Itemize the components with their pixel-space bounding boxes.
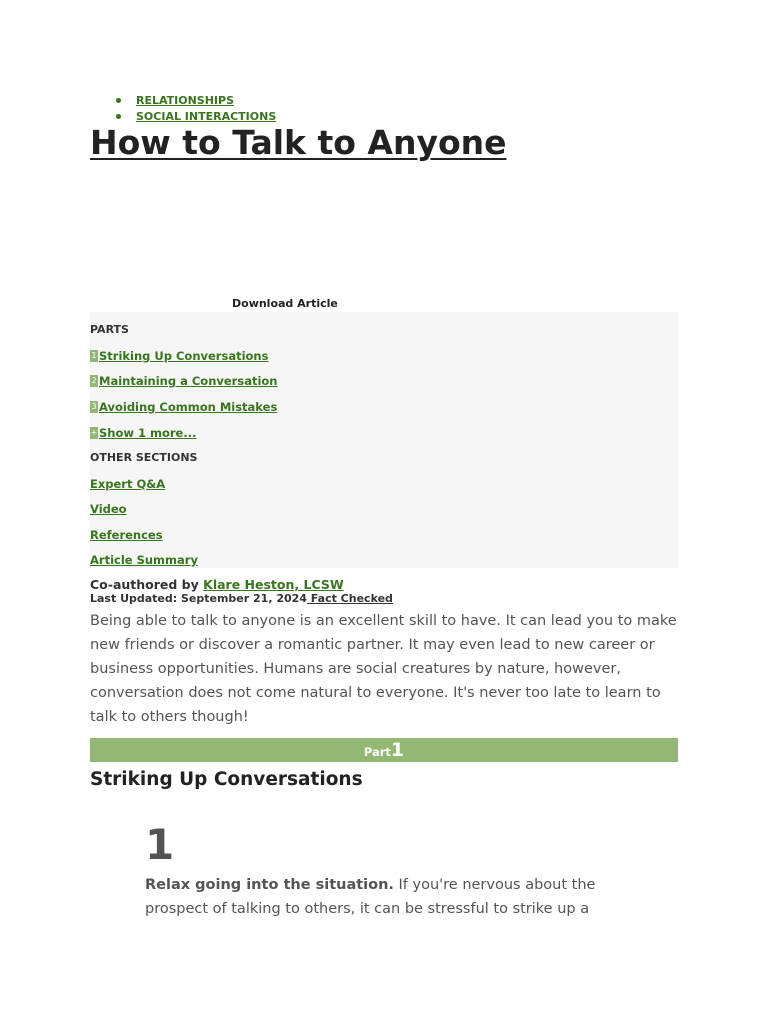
- step-bold-summary: Relax going into the situation.: [145, 877, 394, 893]
- toc-link-video[interactable]: Video: [90, 502, 127, 516]
- toc-parts-heading: PARTS: [90, 323, 129, 336]
- coauthor-prefix: Co-authored by: [90, 577, 199, 592]
- coauthor-line: [90, 577, 344, 592]
- step-text: [145, 873, 645, 921]
- last-updated-text: Last Updated: September 21, 2024: [90, 592, 307, 605]
- author-link[interactable]: Klare Heston, LCSW: [203, 577, 344, 592]
- toc-other-item[interactable]: [90, 476, 165, 492]
- toc-other-item[interactable]: [90, 501, 127, 517]
- part-number-badge: 1: [91, 351, 97, 360]
- show-more-link[interactable]: Show 1 more...: [99, 426, 197, 440]
- part-label: Part: [363, 745, 391, 759]
- toc-link[interactable]: Avoiding Common Mistakes: [99, 400, 278, 414]
- article-title[interactable]: How to Talk to Anyone: [90, 123, 507, 162]
- part-number: 1: [390, 739, 405, 761]
- toc-part-2[interactable]: [90, 373, 277, 389]
- step-number: 1: [145, 820, 175, 869]
- breadcrumb-item: [116, 93, 276, 109]
- part-number-badge: 3: [91, 402, 97, 411]
- toc-other-item[interactable]: [90, 552, 198, 568]
- table-of-contents: [90, 312, 678, 568]
- toc-link[interactable]: Maintaining a Conversation: [99, 374, 278, 388]
- toc-other-heading: OTHER SECTIONS: [90, 451, 198, 464]
- toc-part-1[interactable]: [90, 348, 268, 364]
- download-article-button[interactable]: Download Article: [232, 297, 338, 310]
- toc-link-article-summary[interactable]: Article Summary: [90, 553, 198, 567]
- article-intro: Being able to talk to anyone is an excellent skill to have. It can lead you to make new friends or discover a romantic partner. It may even lead to new career or business opportunities. Humans are social creatures by nature, however, conversation does not come natural to everyone. It's never too late to learn to talk to others though!: [90, 613, 677, 725]
- breadcrumb-link-relationships[interactable]: RELATIONSHIPS: [136, 94, 235, 107]
- fact-checked-link[interactable]: Fact Checked: [306, 592, 393, 605]
- plus-icon: +: [90, 428, 98, 437]
- section-title: Striking Up Conversations: [90, 769, 363, 790]
- toc-show-more[interactable]: [90, 425, 196, 441]
- toc-part-3[interactable]: [90, 399, 277, 415]
- toc-link-expert-qa[interactable]: Expert Q&A: [90, 477, 166, 491]
- breadcrumb-link-social-interactions[interactable]: SOCIAL INTERACTIONS: [136, 110, 277, 123]
- toc-link[interactable]: Striking Up Conversations: [99, 349, 269, 363]
- part-header-bar: [90, 738, 678, 762]
- step-body: If you're nervous about the prospect of talking to others, it can be stressful to strike up a: [145, 877, 596, 917]
- last-updated-line: [90, 592, 393, 605]
- toc-other-item[interactable]: [90, 527, 163, 543]
- toc-link-references[interactable]: References: [90, 528, 163, 542]
- part-number-badge: 2: [91, 376, 97, 385]
